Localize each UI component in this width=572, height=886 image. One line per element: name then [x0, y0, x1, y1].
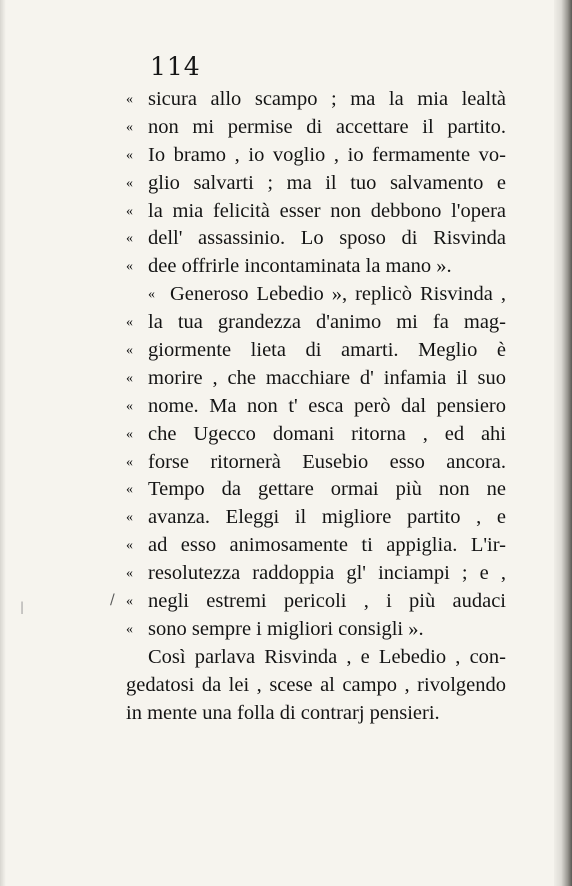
text-line — [126, 86, 506, 114]
line-text: sicura allo scampo ; ma la mia lealtà — [148, 88, 506, 110]
line-text: la tua grandezza d'animo mi fa mag- — [148, 311, 506, 334]
text-line — [126, 672, 506, 700]
line-text: Tempo da gettare ormai più non ne — [148, 478, 506, 501]
quote-mark: « — [148, 287, 155, 303]
line-text: dee offrirle incontaminata la mano ». — [148, 255, 452, 278]
quote-mark: « — [126, 92, 133, 107]
line-text: avanza. Eleggi il migliore partito , e — [148, 506, 506, 529]
page-right-edge — [554, 0, 572, 886]
page-number: 114 — [150, 52, 201, 81]
line-text: morire , che macchiare d' infamia il suo — [148, 366, 506, 389]
quote-mark: « — [126, 454, 133, 470]
quote-mark: « — [126, 231, 133, 247]
margin-smudge: | — [20, 600, 25, 614]
quote-mark: « — [126, 510, 133, 526]
line-text: la mia felicità esser non debbono l'opera — [148, 199, 506, 222]
line-text: nome. Ma non t' esca però dal pensiero — [148, 394, 506, 417]
line-text: resolutezza raddoppia gl' inciampi ; e , — [148, 562, 506, 585]
line-text: Io bramo , io voglio , io fermamente vo- — [148, 143, 506, 166]
text-line — [126, 700, 506, 728]
text-line — [126, 644, 506, 672]
quote-mark: « — [126, 594, 133, 610]
line-text: dell' assassinio. Lo sposo di Risvinda — [148, 227, 506, 250]
quote-mark: « — [126, 119, 133, 135]
text-line — [126, 476, 506, 504]
text-line — [126, 532, 506, 560]
quote-mark: « — [126, 426, 133, 442]
line-text: che Ugecco domani ritorna , ed ahi — [148, 422, 506, 445]
text-line — [126, 365, 506, 393]
line-text: ad esso animosamente ti appiglia. L'ir- — [148, 534, 506, 557]
text-line — [126, 616, 506, 644]
quote-mark: « — [126, 315, 133, 331]
line-text: giormente lieta di amarti. Meglio è — [148, 339, 506, 362]
text-line — [126, 170, 506, 198]
quote-mark: « — [126, 566, 133, 582]
text-line — [126, 253, 506, 281]
line-text: forse ritornerà Eusebio esso ancora. — [148, 450, 506, 473]
line-text: Generoso Lebedio », replicò Risvinda , — [170, 283, 506, 306]
text-line — [126, 114, 506, 142]
text-line — [126, 504, 506, 532]
line-text: gedatosi da lei , scese al campo , rivolgendo — [126, 673, 506, 696]
text-line — [126, 449, 506, 477]
text-line — [126, 421, 506, 449]
quote-mark: « — [126, 370, 133, 386]
quote-mark: « — [126, 482, 133, 498]
line-text: negli estremi pericoli , i più audaci — [148, 590, 506, 613]
text-line — [126, 393, 506, 421]
text-line — [126, 309, 506, 337]
text-line — [126, 337, 506, 365]
text-line — [126, 142, 506, 170]
line-text: glio salvarti ; ma il tuo salvamento e — [148, 171, 506, 194]
quote-mark: « — [126, 203, 133, 219]
text-line — [126, 560, 506, 588]
page-left-edge — [0, 0, 6, 886]
quote-mark: « — [126, 343, 133, 359]
body-text — [126, 86, 506, 727]
line-text: Così parlava Risvinda , e Lebedio , con- — [148, 645, 506, 668]
quote-mark: « — [126, 147, 133, 163]
text-line — [126, 281, 506, 309]
margin-smudge: / — [110, 592, 115, 608]
quote-mark: « — [126, 538, 133, 554]
text-line — [126, 198, 506, 226]
line-text: sono sempre i migliori consigli ». — [148, 617, 424, 640]
quote-mark: « — [126, 259, 133, 275]
quote-mark: « — [126, 175, 133, 191]
quote-mark: « — [126, 621, 133, 637]
text-line — [126, 588, 506, 616]
line-text: non mi permise di accettare il partito. — [148, 115, 506, 138]
quote-mark: « — [126, 398, 133, 414]
text-line — [126, 225, 506, 253]
line-text: in mente una folla di contrarj pensieri. — [126, 701, 440, 724]
